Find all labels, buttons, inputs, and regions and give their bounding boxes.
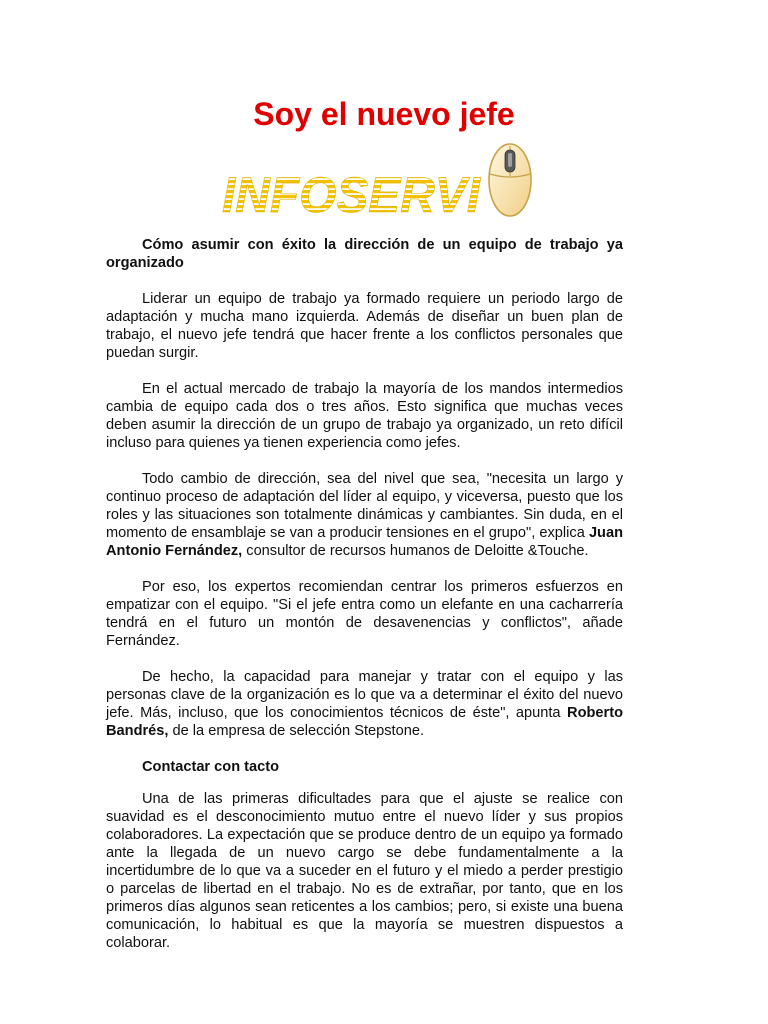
computer-mouse-icon	[489, 144, 531, 216]
person-name-juan-antonio: Juan Antonio Fernández,	[106, 525, 623, 559]
paragraph-5	[106, 668, 623, 740]
section-heading: Contactar con tacto	[142, 759, 280, 775]
logo-text: INFOSERVI	[222, 167, 482, 223]
infoservi-logo	[220, 140, 540, 224]
logo-graphic	[220, 140, 540, 224]
paragraph-3-text-a: Todo cambio de dirección, sea del nivel que sea, "necesita un largo y continuo proceso de adaptación del líder al equipo, y viceversa, puesto que los roles y las situaciones son totalmente dinámicas y cambiantes. Sin duda, en el momento de ensamblaje se van a producir tensiones en el grupo", explica	[106, 471, 623, 541]
paragraph-3	[106, 470, 623, 560]
paragraph-1: Liderar un equipo de trabajo ya formado requiere un periodo largo de adaptación y mucha mano izquierda. Además de diseñar un buen plan de trabajo, el nuevo jefe tendrá que hacer frente a los conflictos personales que puedan surgir.	[106, 291, 623, 361]
paragraph-2: En el actual mercado de trabajo la mayoría de los mandos intermedios cambia de equipo cada dos o tres años. Esto significa que muchas veces deben asumir la dirección de un grupo de trabajo ya organizado, un reto difícil incluso para quienes ya tienen experiencia como jefes.	[106, 381, 623, 451]
person-name-roberto: Roberto Bandrés,	[106, 705, 623, 739]
article-subtitle: Cómo asumir con éxito la dirección de un equipo de trabajo ya organizado	[106, 237, 623, 271]
paragraph-6: Una de las primeras dificultades para que el ajuste se realice con suavidad es el desconocimiento mutuo entre el nuevo líder y sus propios colaboradores. La expectación que se produce dentro de un equipo ya formado ante la llegada de un nuevo cargo se debe fundamentalmente a la incertidumbre de lo que va a suceder en el futuro y el miedo a perder prestigio o parcelas de libertad en el trabajo. No es de extrañar, por tanto, que en los primeros días algunos sean reticentes a los cambios; pero, si existe una buena comunicación, lo habitual es que la mayoría se muestren dispuestos a colaborar.	[106, 791, 623, 951]
article-body	[106, 236, 623, 970]
paragraph-5-text-b: de la empresa de selección Stepstone.	[168, 723, 425, 739]
page-title: Soy el nuevo jefe	[253, 96, 515, 132]
paragraph-4: Por eso, los expertos recomiendan centrar los primeros esfuerzos en empatizar con el equipo. "Si el jefe entra como un elefante en una cacharrería tendrá en el futuro un montón de desavenencias y conflictos", añade Fernández.	[106, 579, 623, 649]
paragraph-5-text-a: De hecho, la capacidad para manejar y tratar con el equipo y las personas clave de la organización es lo que va a determinar el éxito del nuevo jefe. Más, incluso, que los conocimientos técnicos de éste", apunta	[106, 669, 623, 721]
paragraph-3-text-b: consultor de recursos humanos de Deloitte &Touche.	[242, 543, 589, 559]
